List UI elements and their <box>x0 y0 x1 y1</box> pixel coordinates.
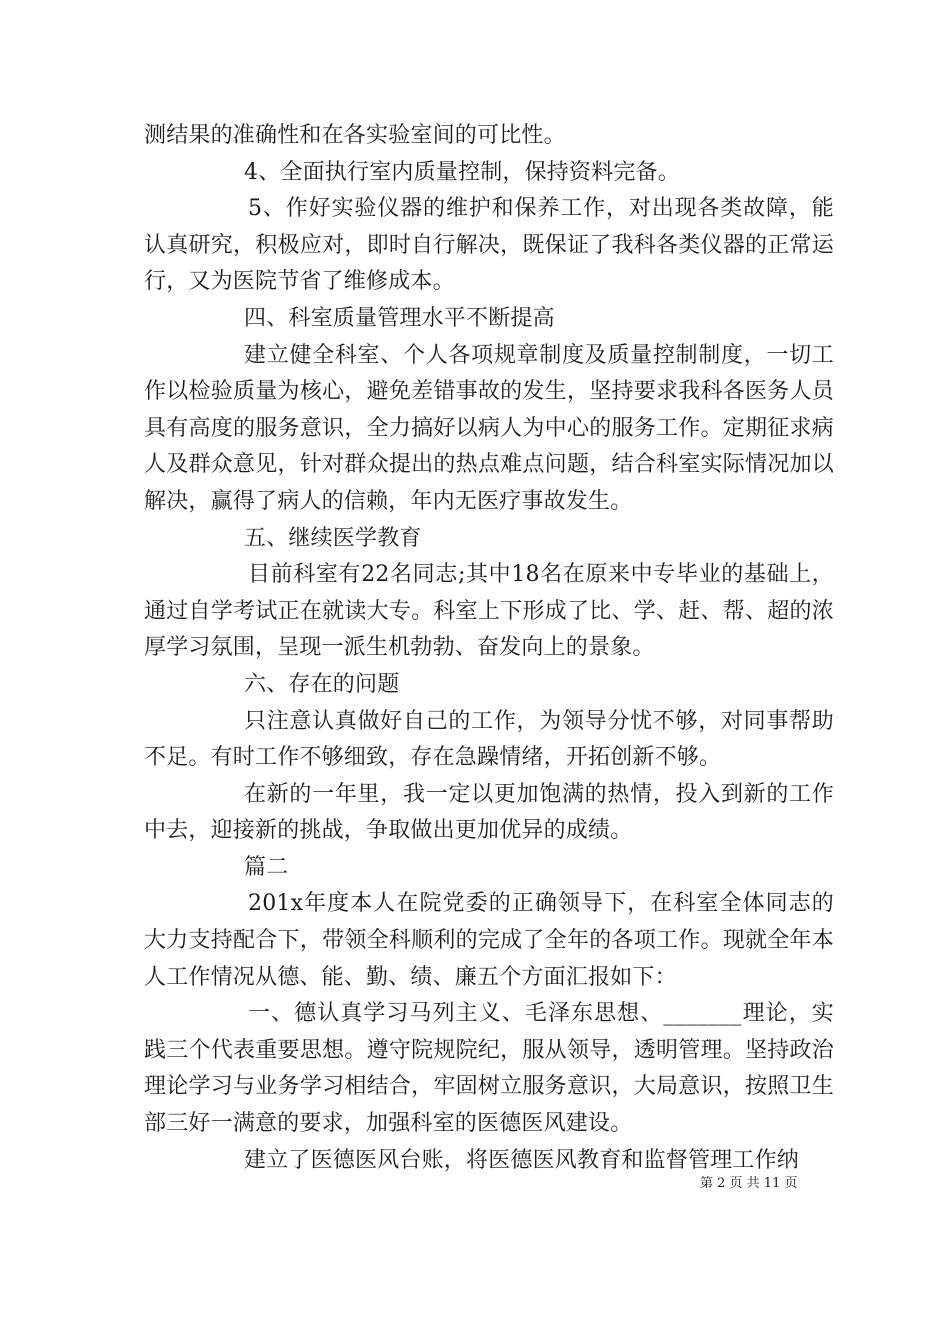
section-heading: 篇二 <box>244 854 289 880</box>
paragraph: 201x年度本人在院党委的正确领导下，在科室全体同志的大力支持配合下，带领全科顺利的完成了全年的各项工作。现就全年本人工作情况从德、能、勤、绩、廉五个方面汇报如下： <box>144 891 834 990</box>
paragraph: 建立健全科室、个人各项规章制度及质量控制制度，一切工作以检验质量为核心，避免差错事故的发生，坚持要求我科各医务人员具有高度的服务意识，全力搞好以病人为中心的服务工作。定期征求病人及群众意见，针对群众提出的热点难点问题，结合科室实际情况加以解决，赢得了病人的信赖，年内无医疗事故发生。 <box>144 342 834 514</box>
section-heading: 五、继续医学教育 <box>244 525 422 551</box>
section-heading: 四、科室质量管理水平不断提高 <box>244 305 555 331</box>
paragraph: 4、全面执行室内质量控制，保持资料完备。 <box>244 159 680 185</box>
paragraph: 一、德认真学习马列主义、毛泽东思想、_______理论，实践三个代表重要思想。遵守院规院纪，服从领导，透明管理。坚持政治理论学习与业务学习相结合，牢固树立服务意识，大局意识，按照卫生部三好一满意的要求，加强科室的医德医风建设。 <box>144 1001 834 1137</box>
section-heading: 六、存在的问题 <box>244 671 400 697</box>
paragraph: 建立了医德医风台账，将医德医风教育和监督管理工作纳 <box>244 1147 800 1173</box>
paragraph: 只注意认真做好自己的工作，为领导分忧不够，对同事帮助不足。有时工作不够细致，存在急躁情绪，开拓创新不够。 <box>144 708 834 771</box>
paragraph: 目前科室有22名同志;其中18名在原来中专毕业的基础上，通过自学考试正在就读大专。科室上下形成了比、学、赶、帮、超的浓厚学习氛围，呈现一派生机勃勃、奋发向上的景象。 <box>144 562 834 661</box>
paragraph: 5、作好实验仪器的维护和保养工作，对出现各类故障，能认真研究，积极应对，即时自行解决，既保证了我科各类仪器的正常运行，又为医院节省了维修成本。 <box>144 196 834 295</box>
paragraph: 测结果的准确性和在各实验室间的可比性。 <box>144 123 566 148</box>
page-number: 第 2 页 共 11 页 <box>700 1176 798 1191</box>
paragraph: 在新的一年里，我一定以更加饱满的热情，投入到新的工作中去，迎接新的挑战，争取做出更加优异的成绩。 <box>144 781 834 844</box>
document-body <box>144 118 834 1179</box>
